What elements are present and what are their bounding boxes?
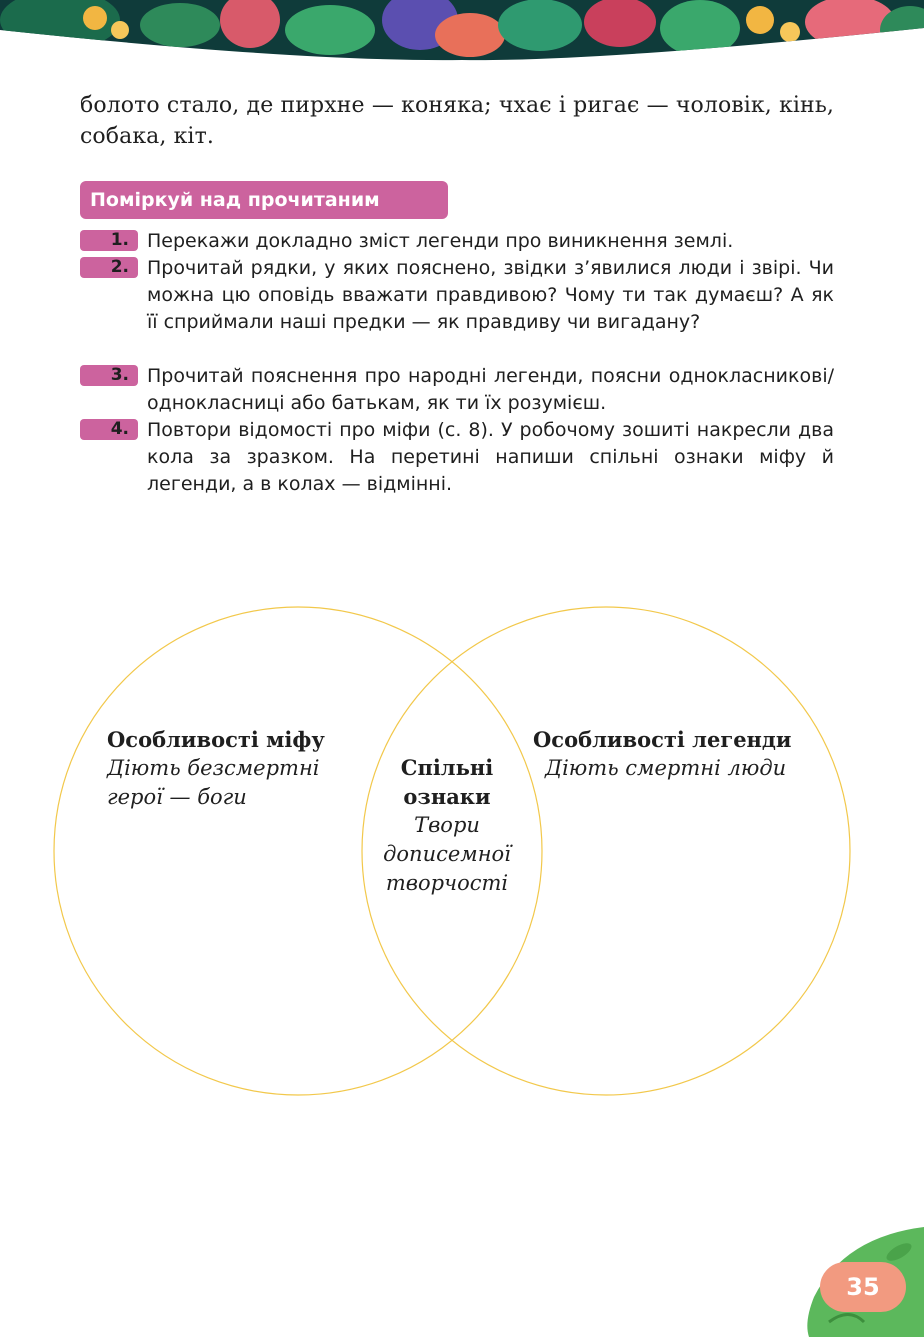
venn-center-text-line2: дописемної: [383, 842, 511, 866]
venn-center-text-line1: Твори: [414, 813, 480, 837]
venn-center-text-line3: творчості: [385, 871, 509, 895]
venn-left-label: [107, 725, 347, 812]
venn-left-title: Особливості міфу: [107, 727, 325, 752]
venn-right-label: [533, 725, 792, 783]
venn-center-label: [372, 753, 522, 898]
venn-right-text: Діють смертні люди: [545, 756, 787, 780]
venn-center-title-line1: Спільні: [400, 755, 494, 780]
question-number-badge: 4.: [80, 419, 138, 440]
question-text: Повтори відомості про міфи (с. 8). У робочому зошиті накресли два кола за зразком. На перетині напиши спільні ознаки міфу й легенди, а в колах — відмінні.: [147, 419, 834, 495]
venn-center-title-line2: ознаки: [403, 784, 491, 809]
floral-banner-illustration: [0, 0, 924, 62]
venn-left-text: Діють безсмертні герої — боги: [107, 756, 320, 809]
question-text: Прочитай рядки, у яких пояснено, звідки з’явилися люди і звірі. Чи можна цю оповідь вважати правдивою? Чому ти так думаєш? А як її сприймали наші предки — як правдиву чи вигадану?: [147, 257, 834, 333]
question-number-badge: 2.: [80, 257, 138, 278]
intro-paragraph: болото стало, де пирхне — коняка; чхає і ригає — чоловік, кінь, собака, кіт.: [80, 93, 834, 149]
question-number-badge: 3.: [80, 365, 138, 386]
question-text: Перекажи докладно зміст легенди про виникнення землі.: [147, 230, 734, 252]
page-number: 35: [820, 1262, 906, 1312]
question-number-badge: 1.: [80, 230, 138, 251]
venn-right-title: Особливості легенди: [533, 727, 792, 752]
section-title: Поміркуй над прочитаним: [80, 181, 448, 219]
question-text: Прочитай пояснення про народні легенди, поясни однокласникові/однокласниці або батькам, як ти їх розумієш.: [147, 365, 834, 414]
